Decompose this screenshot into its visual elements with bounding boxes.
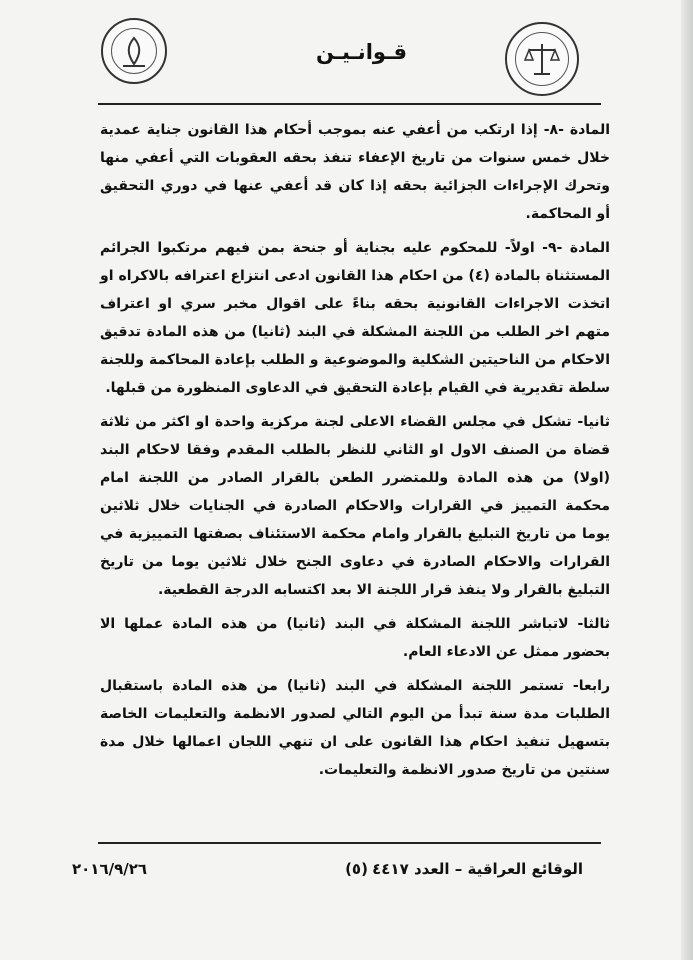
gazette-issue: الوقائع العراقية – العدد ٤٤١٧ [372,860,583,878]
article-9-clause-4: رابعا- تستمر اللجنة المشكلة في البند (ثانيا) من هذه المادة باستقبال الطلبات مدة سنة تبدأ من اليوم التالي لصدور الانظمة والتعليمات الخاصة بتسهيل تنفيذ احكام هذا القانون على ان تنهي اللجان اعمالها خلال مدة سنتين من تاريخ صدور الانظمة والتعليمات. [100,678,610,778]
law-body [100,116,610,784]
article-9-clause-3: ثالثا- لاتباشر اللجنة المشكلة في البند (ثانيا) من هذه المادة عملها الا بحضور ممثل عن الادعاء العام. [100,616,610,660]
article-9-clause-1: المادة -٩- اولاً- للمحكوم عليه بجناية أو جنحة بمن فيهم مرتكبوا الجرائم المستثناة بالمادة (٤) من احكام هذا القانون ادعى انتزاع اعترافه بالاكراه او اتخذت الاجراءات القانونية بحقه بناءً على اقوال مخبر سري او اعتراف متهم اخر الطلب من اللجنة المشكلة في البند (ثانيا) من هذه المادة تدقيق الاحكام من الناحيتين الشكلية والموضوعية و الطلب بإعادة المحاكمة وللجنة سلطة تقديرية في القيام بإعادة التحقيق في الدعاوى المنظورة من قبلها. [100,240,610,396]
page-title: قـوانـيـن [315,40,407,64]
footer-divider [98,842,601,844]
issue-date: ٢٠١٦/٩/٢٦ [72,860,148,878]
page-number: (٥) [345,860,368,878]
article-8: المادة -٨- إذا ارتكب من أعفي عنه بموجب أحكام هذا القانون جناية عمدية خلال خمس سنوات من تاريخ الإعفاء تنفذ بحقه العقوبات التي أعفي منها وتحرك الإجراءات الجزائية بحقه إذا كان قد أعفي عنها في دوري التحقيق أو المحاكمة. [100,122,610,222]
article-9-clause-2: ثانيا- تشكل في مجلس القضاء الاعلى لجنة مركزية واحدة او اكثر من ثلاثة قضاة من الصنف الاول او الثاني للنظر بالطلب المقدم وفقا لاحكام البند (اولا) من هذه المادة وللمتضرر الطعن بالقرار الصادر من اللجنة امام محكمة التمييز في القرارات والاحكام الصادرة في الجنايات خلال ثلاثين يوما من تاريخ التبليغ بالقرار وامام محكمة الاستئناف بصفتها التمييزية في القرارات والاحكام الصادرة في دعاوى الجنح خلال ثلاثين يوما من تاريخ التبليغ بالقرار ولا ينفذ قرار اللجنة الا بعد اكتسابه الدرجة القطعية. [100,414,610,598]
page-edge-shadow [681,0,693,960]
header-divider [98,103,601,105]
